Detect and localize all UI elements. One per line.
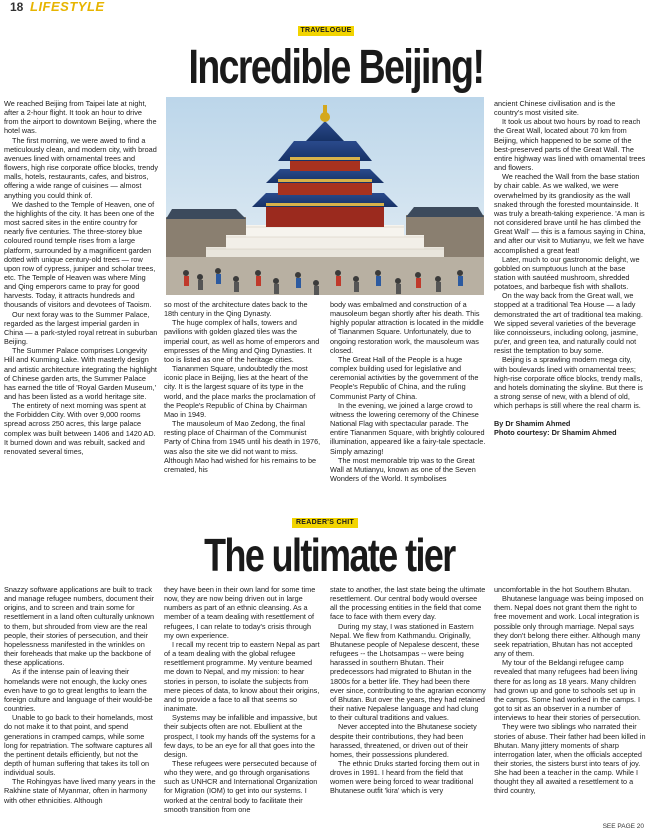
paragraph: These refugees were persecuted because of who they were, and go through organisations such as UNHCR and International Organization for Migration (IOM) to get into our systems. I worked at the central body to facilitate their smooth transition from one xyxy=(164,758,318,814)
paragraph: The ethnic Druks started forcing them out in droves in 1991. I heard from the field that women were being forced to wear traditional Bhutanese outfit 'kira' which is very xyxy=(330,758,480,796)
paragraph: The mausoleum of Mao Zedong, the final resting place of Chairman of the Communist Party of China from 1945 until his death in 1976, was also the site we did not want to miss. Although Mao had wished for his remains to be cremated, his xyxy=(164,419,321,474)
paragraph: As if the intense pain of leaving their homelands were not enough, the lucky ones even have to go to great lengths to learn the foreign culture and language of their would-be countries. xyxy=(4,667,153,714)
paragraph: Snazzy software applications are built to track and manage refugee numbers, document their origins, and to screen and train some for resettlement in a land often culturally unknown to them, but shrouded from view are the real people, their stories of persecution, and their hopelessness manifested in the wrinkles on their foreheads that make up the backbone of these applications. xyxy=(4,585,155,668)
paragraph: Tiananmen Square, undoubtedly the most iconic place in Beijing, lies at the heart of the city. It is the largest square of its type in the world, and the place marks the proclamation of the People's Republic of China by Chairman Mao in 1949. xyxy=(164,364,316,419)
paragraph: they have been in their own land for some time now, they are now being driven out in large numbers as part of an ethnic cleansing. As a member of a team dealing with resettlement of refugees, I can relate to today's crisis through my own experience. xyxy=(164,585,316,640)
article1-column-3 xyxy=(330,300,486,500)
paragraph: Systems may be infallible and impassive, but their subjects often are not. Ebullient at the prospect, I took my hands off the systems for a few days, to be an eye for all that goes into the design. xyxy=(164,713,318,759)
page-number: 18 xyxy=(10,0,24,14)
paragraph: I recall my recent trip to eastern Nepal as part of a team dealing with the global refugee resettlement programme. My venture beamed me down to Nepal, and my mission: to hear stories in person, to isolate the subjects from mere pieces of data, to know about their origins, and to provide a face to all that seems so inanimate. xyxy=(164,639,320,714)
paragraph: ancient Chinese civilisation and is the country's most visited site. xyxy=(494,99,616,118)
paragraph: During my stay, I was stationed in Eastern Nepal. We flew from Kathmandu. Originally, Bhutanese people of Nepalese descent, these refugees -- the Lhotsampas -- were being harassed in southern Bhutan. Their predecessors had migrated to Bhutan in the 1800s for a better life. They had been there ever since, contributing to the agrarian economy of Bhutan. But over the years, they had retained their native Nepalese language and had clung to their cultural traditions and values. xyxy=(330,621,486,723)
article1-column-1 xyxy=(4,99,158,500)
photo-credit: Photo courtesy: Dr Shamim Ahmed xyxy=(494,428,617,438)
article2-column-1 xyxy=(4,585,158,832)
article1-column-4-body xyxy=(494,99,646,410)
paragraph: The huge complex of halls, towers and pavilions with golden glazed tiles was the imperial court, as well as home of emperors and empresses of the Ming and Qing Dynasties. It too is listed as one of the heritage cities. xyxy=(164,318,320,364)
paragraph: My tour of the Beldangi refugee camp revealed that many refugees had been living there for as long as 18 years. Many children had grown up and gone to schools set up in the camps. Some had worked in the camps. I got to sit as an observer in a number of interviews to hear their stories of persecution. xyxy=(494,658,641,723)
article2-column-2 xyxy=(164,585,322,832)
paragraph: The entirety of next morning was spent at the Forbidden City. With over 9,000 rooms spread across 250 acres, this large palace complex was built between 1406 and 1420 AD. It burned down and was rebuilt, sacked and renovated several times, xyxy=(4,401,156,456)
paragraph: Our next foray was to the Summer Palace, regarded as the largest imperial garden in China — a park-styled royal retreat in suburban Beijing. xyxy=(4,309,158,347)
paragraph: body was embalmed and construction of a mausoleum began shortly after his death. This highly popular attraction is located in the middle of Tiananmen Square. Unfortunately, due to ongoing restoration work, the mausoleum was closed. xyxy=(330,300,484,355)
paragraph: so most of the architecture dates back to the 18th century in the Qing Dynasty. xyxy=(164,300,308,319)
section-tag-travelogue: TRAVELOGUE xyxy=(298,26,354,36)
paragraph: Later, much to our gastronomic delight, we gobbled on sumptuous lunch at the base station with sautéed mushroom, shredded potatoes, and barbeque fish with shallots. xyxy=(494,254,640,292)
article2-column-4 xyxy=(494,585,646,823)
see-page-link[interactable]: SEE PAGE 20 xyxy=(602,823,644,830)
paragraph: state to another, the last state being the ultimate resettlement. Our central body would oversee all the processing entities in the field that come face to face with them every day. xyxy=(330,585,486,622)
section-logo: LIFESTYLE xyxy=(30,0,105,14)
paragraph: The first morning, we were awed to find a meticulously clean, and modern city, with broad avenues lined with ornamental trees and flowers, high rise corporate office blocks, trendy malls, hotels, restaurants, cafes, and bistros, offering a wide range of cuisines — almost anything you could think of. xyxy=(4,135,158,200)
paragraph: It took us about two hours by road to reach the Great Wall, located about 70 km from Beijing, which happened to be some of the best-preserved parts of the Great Wall. The entire highway was lined with ornamental trees and flowers. xyxy=(494,117,646,173)
paragraph: In the evening, we joined a large crowd to witness the lowering ceremony of the Chinese National Flag with spectacular parade. The entire Tiananmen Square, with brightly coloured illumination, appeared like a fairy-tale spectacle. Simply amazing! xyxy=(330,400,486,456)
paragraph: They were two siblings who narrated their stories of abuse. Their father had been killed in Bhutan. Many jittery moments of sharp interrogation later, when the officials accepted their stories, the sisters burst into tears of joy. She had been a teacher in the camp. While I thought they all awaited a resettlement to a third country, xyxy=(494,722,646,796)
paragraph: On the way back from the Great wall, we stopped at a traditional Tea House — a lady demonstrated the art of traditional tea making. We sipped several varieties of the beverage like connoisseurs, including oolong, jasmine, pu'er, and green tea, and naturally could not resist the temptation to buy some. xyxy=(494,291,643,356)
paragraph: Beijing is a sprawling modern mega city, with boulevards lined with ornamental trees; high-rise corporate office blocks, trendy malls, and hotels dominating the skyline. But there is a strong sense of new, with a blend of old, which perhaps is still where the real charm is. xyxy=(494,355,643,411)
paragraph: We dashed to the Temple of Heaven, one of the highlights of the city. It has been one of the most sacred sites in the entire country for nearly five centuries. The three-storey blue coloured round temple rises from a large platform, surrounded by a magnificent garden dotted with unique century-old trees — row upon row of cypress, juniper and scholar trees, etc. The Temple of Heaven was where Ming and Qing emperors came to pray for good harvests. Today, it attracts hundreds and thousands of visitors and devotees of Taoism. xyxy=(4,199,156,310)
paragraph: Bhutanese language was being imposed on them. Nepal does not grant them the right to free movement and work. Local integration is possible only through marriage. Nepal says they don't belong there either. Although many seek repatriation, Bhutan has not accepted any of them. xyxy=(494,594,644,659)
paragraph: The most memorable trip was to the Great Wall at Mutianyu, known as one of the Seven Wonders of the World. It symbolises xyxy=(330,455,476,483)
paragraph: The Rohingyas have lived many years in the Rakhine state of Myanmar, often in harmony with other ethnicities. Although xyxy=(4,777,156,805)
article1-column-2 xyxy=(164,300,322,500)
byline: By Dr Shamim Ahmed xyxy=(494,419,571,429)
article-title-ultimate-tier: The ultimate tier xyxy=(204,529,455,581)
article1-column-4 xyxy=(494,99,646,501)
paragraph: The Great Hall of the People is a huge complex building used for legislative and ceremonial activities by the government of the People's Republic of China, and the ruling Communist Party of China. xyxy=(330,354,479,401)
paragraph: The Summer Palace comprises Longevity Hill and Kunming Lake. With masterly design and artistic architecture integrating the highlight of Chinese garden arts, the Summer Palace has earned the title of 'Royal Garden Museum,' and has been listed as a world heritage site. xyxy=(4,346,157,401)
paragraph: Never accepted into the Bhutanese society despite their contributions, they had been harassed, threatened, or driven out of their homes, their possessions plundered. xyxy=(330,722,477,759)
paragraph: We reached the Wall from the base station by chair cable. As we walked, we were overwhelmed by its grandiosity as the wall snaked through the forested mountainside. It was truly a breath-taking experience. 'A man is not considered brave until he has climbed the Great Wall' — this is a famous saying in China, and after our visit to Mutianyu, we felt we have accomplished a great feat! xyxy=(494,172,646,255)
paragraph: We reached Beijing from Taipei late at night, after a 2-hour flight. It took an hour to drive from the airport to downtown Beijing, where the hotel was. xyxy=(4,99,157,136)
paragraph: uncomfortable in the hot Southern Bhutan. xyxy=(494,585,632,594)
article2-column-3 xyxy=(330,585,486,832)
temple-of-heaven-photo xyxy=(166,97,484,295)
article-title-beijing: Incredible Beijing! xyxy=(188,41,484,94)
paragraph: Unable to go back to their homelands, most do not make it to that point, and spend generations in cramped camps, while some long for repatriation. The software captures all the pertinent details efficiently, but not the depth of human suffering that takes its toll on individual souls. xyxy=(4,713,153,778)
section-tag-readers-chit: READER'S CHIT xyxy=(292,518,358,528)
